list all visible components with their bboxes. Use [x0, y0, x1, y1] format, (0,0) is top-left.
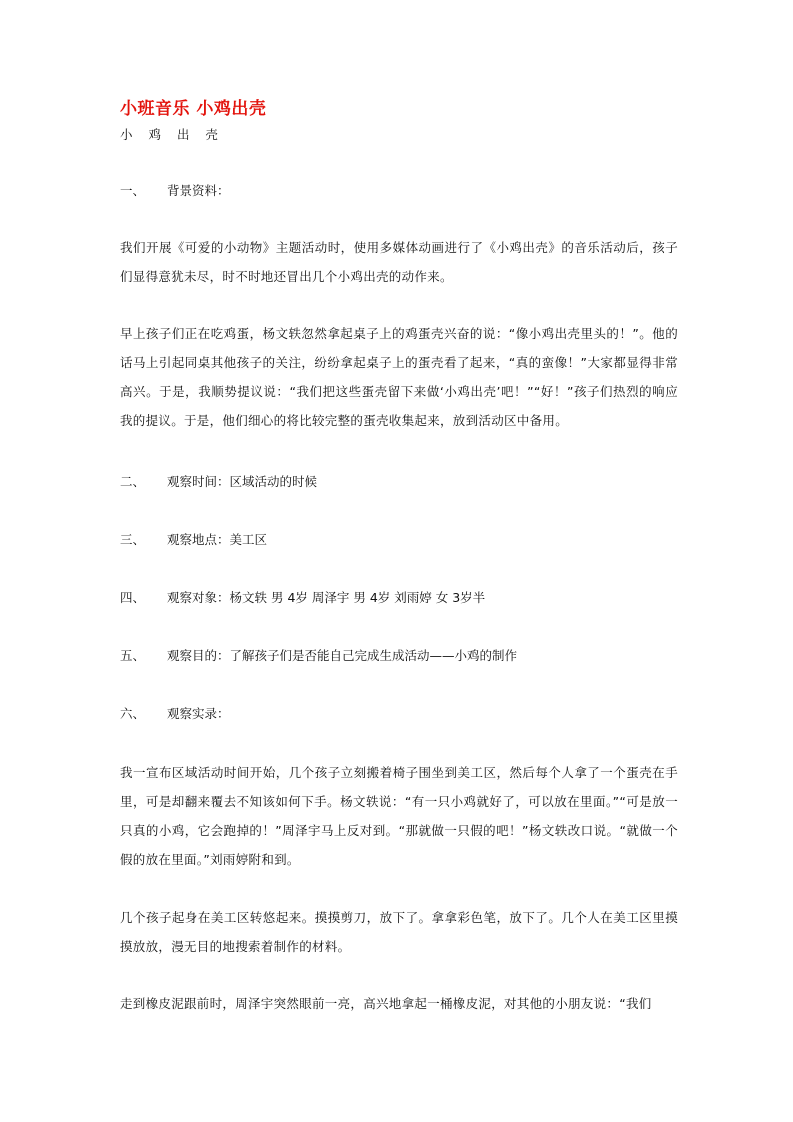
section-number: 二、: [120, 474, 146, 489]
section-label: 观察对象：杨文轶 男 4岁 周泽宇 男 4岁 刘雨婷 女 3岁半: [167, 590, 486, 605]
section-label: 观察地点：美工区: [167, 532, 268, 547]
section-label: 背景资料：: [167, 183, 230, 198]
paragraph-morning: 早上孩子们正在吃鸡蛋，杨文轶忽然拿起桌子上的鸡蛋壳兴奋的说：“像小鸡出壳里头的！”。他的话马上引起同桌其他孩子的关注，纷纷拿起桌子上的蛋壳看了起来，“真的蛮像！”大家都显得非常高兴。于是，我顺势提议说：“我们把这些蛋壳留下来做‘小鸡出壳’吧！”“好！”孩子们热烈的响应我的提议。于是，他们细心的将比较完整的蛋壳收集起来，放到活动区中备用。: [120, 326, 678, 428]
section-heading-2: [120, 474, 680, 490]
section-number: 五、: [120, 648, 146, 663]
section-number: 四、: [120, 590, 146, 605]
paragraph-record-1: 我一宣布区域活动时间开始，几个孩子立刻搬着椅子围坐到美工区，然后每个人拿了一个蛋壳在手里，可是却翻来覆去不知该如何下手。杨文轶说：“有一只小鸡就好了，可以放在里面。”“可是放一只真的小鸡，它会跑掉的！”周泽宇马上反对到。“那就做一只假的吧！”杨文轶改口说。“就做一个假的放在里面。”刘雨婷附和到。: [120, 765, 678, 867]
document-title: 小班音乐 小鸡出壳: [120, 99, 267, 119]
paragraph-record-2: 几个孩子起身在美工区转悠起来。摸摸剪刀，放下了。拿拿彩色笔，放下了。几个人在美工区里摸摸放放，漫无目的地搜索着制作的材料。: [120, 910, 678, 954]
section-number: 三、: [120, 532, 146, 547]
section-number: 六、: [120, 706, 146, 721]
section-heading-4: [120, 590, 680, 606]
section-heading-5: [120, 648, 680, 664]
section-heading-3: [120, 532, 680, 548]
section-label: 观察时间：区域活动的时候: [167, 474, 318, 489]
paragraph-record-3: 走到橡皮泥跟前时，周泽宇突然眼前一亮，高兴地拿起一桶橡皮泥，对其他的小朋友说：“我们: [120, 996, 652, 1011]
section-heading-1: [120, 183, 680, 199]
paragraph-background: 我们开展《可爱的小动物》主题活动时，使用多媒体动画进行了《小鸡出壳》的音乐活动后，孩子们显得意犹未尽，时不时地还冒出几个小鸡出壳的动作来。: [120, 240, 678, 284]
section-heading-6: [120, 706, 680, 722]
section-label: 观察实录：: [167, 706, 230, 721]
section-label: 观察目的：了解孩子们是否能自己完成生成活动——小鸡的制作: [167, 648, 518, 663]
document-subtitle: 小 鸡 出 壳: [120, 127, 224, 142]
section-number: 一、: [120, 183, 146, 198]
